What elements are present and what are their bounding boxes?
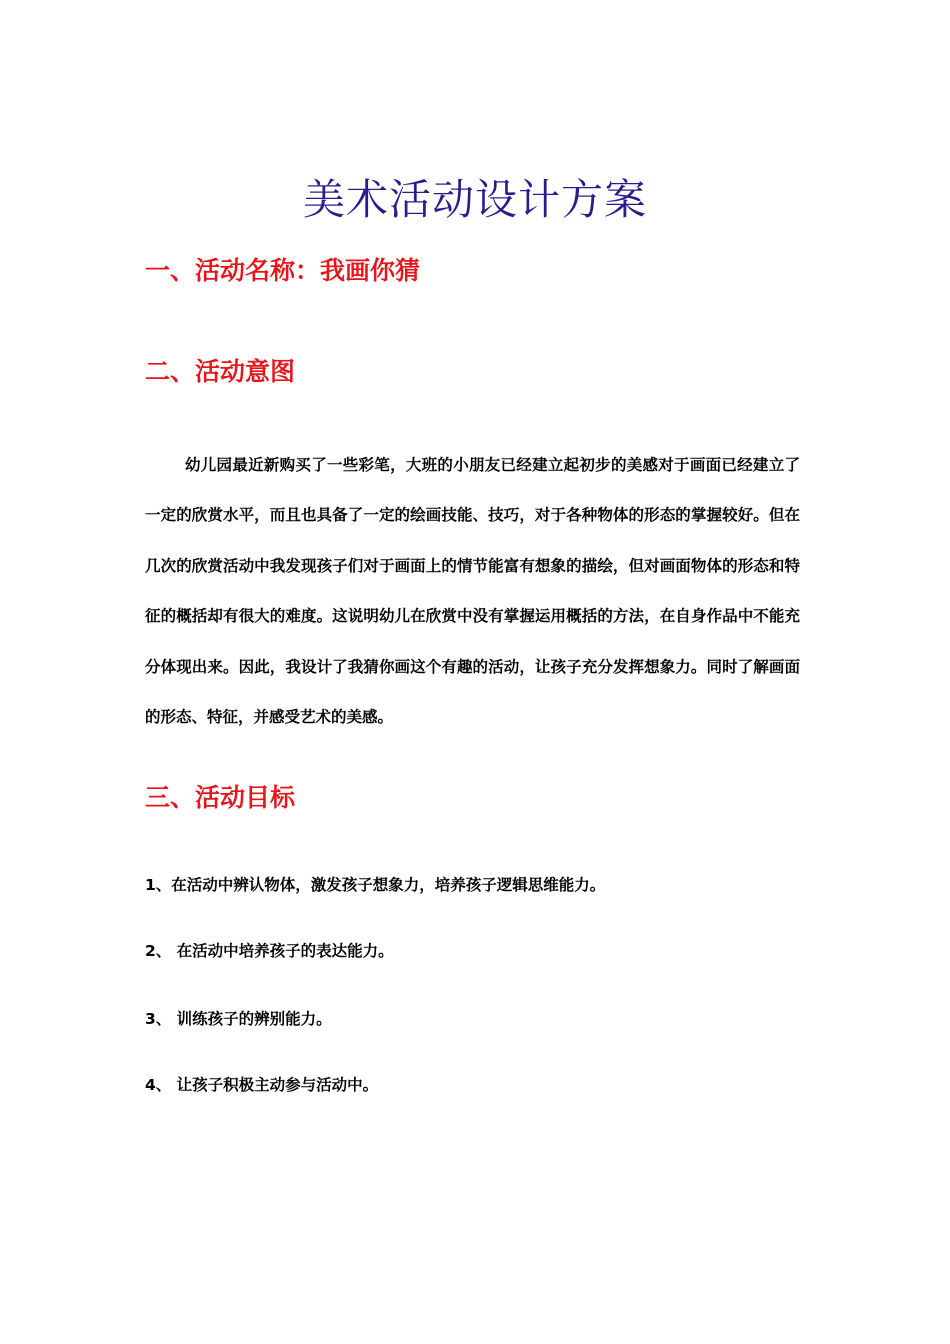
goal-item: 3、 训练孩子的辨别能力。: [145, 1010, 332, 1028]
goal-item: 2、 在活动中培养孩子的表达能力。: [145, 942, 394, 960]
section-heading-activity-name: 一、活动名称：我画你猜: [145, 256, 421, 285]
section-heading-activity-intent: 二、活动意图: [145, 357, 296, 386]
goal-item: 4、 让孩子积极主动参与活动中。: [145, 1076, 379, 1094]
section-heading-activity-goals: 三、活动目标: [145, 783, 296, 812]
goal-item: 1、在活动中辨认物体，激发孩子想象力，培养孩子逻辑思维能力。: [145, 876, 606, 894]
activity-intent-paragraph: 幼儿园最近新购买了一些彩笔，大班的小朋友已经建立起初步的美感对于画面已经建立了一定的欣赏水平，而且也具备了一定的绘画技能、技巧，对于各种物体的形态的掌握较好。但在几次的欣赏活动中我发现孩子们对于画面上的情节能富有想象的描绘，但对画面物体的形态和特征的概括却有很大的难度。这说明幼儿在欣赏中没有掌握运用概括的方法，在自身作品中不能充分体现出来。因此，我设计了我猜你画这个有趣的活动，让孩子充分发挥想象力。同时了解画面的形态、特征，并感受艺术的美感。: [145, 456, 800, 727]
document-title: 美术活动设计方案: [302, 175, 647, 224]
